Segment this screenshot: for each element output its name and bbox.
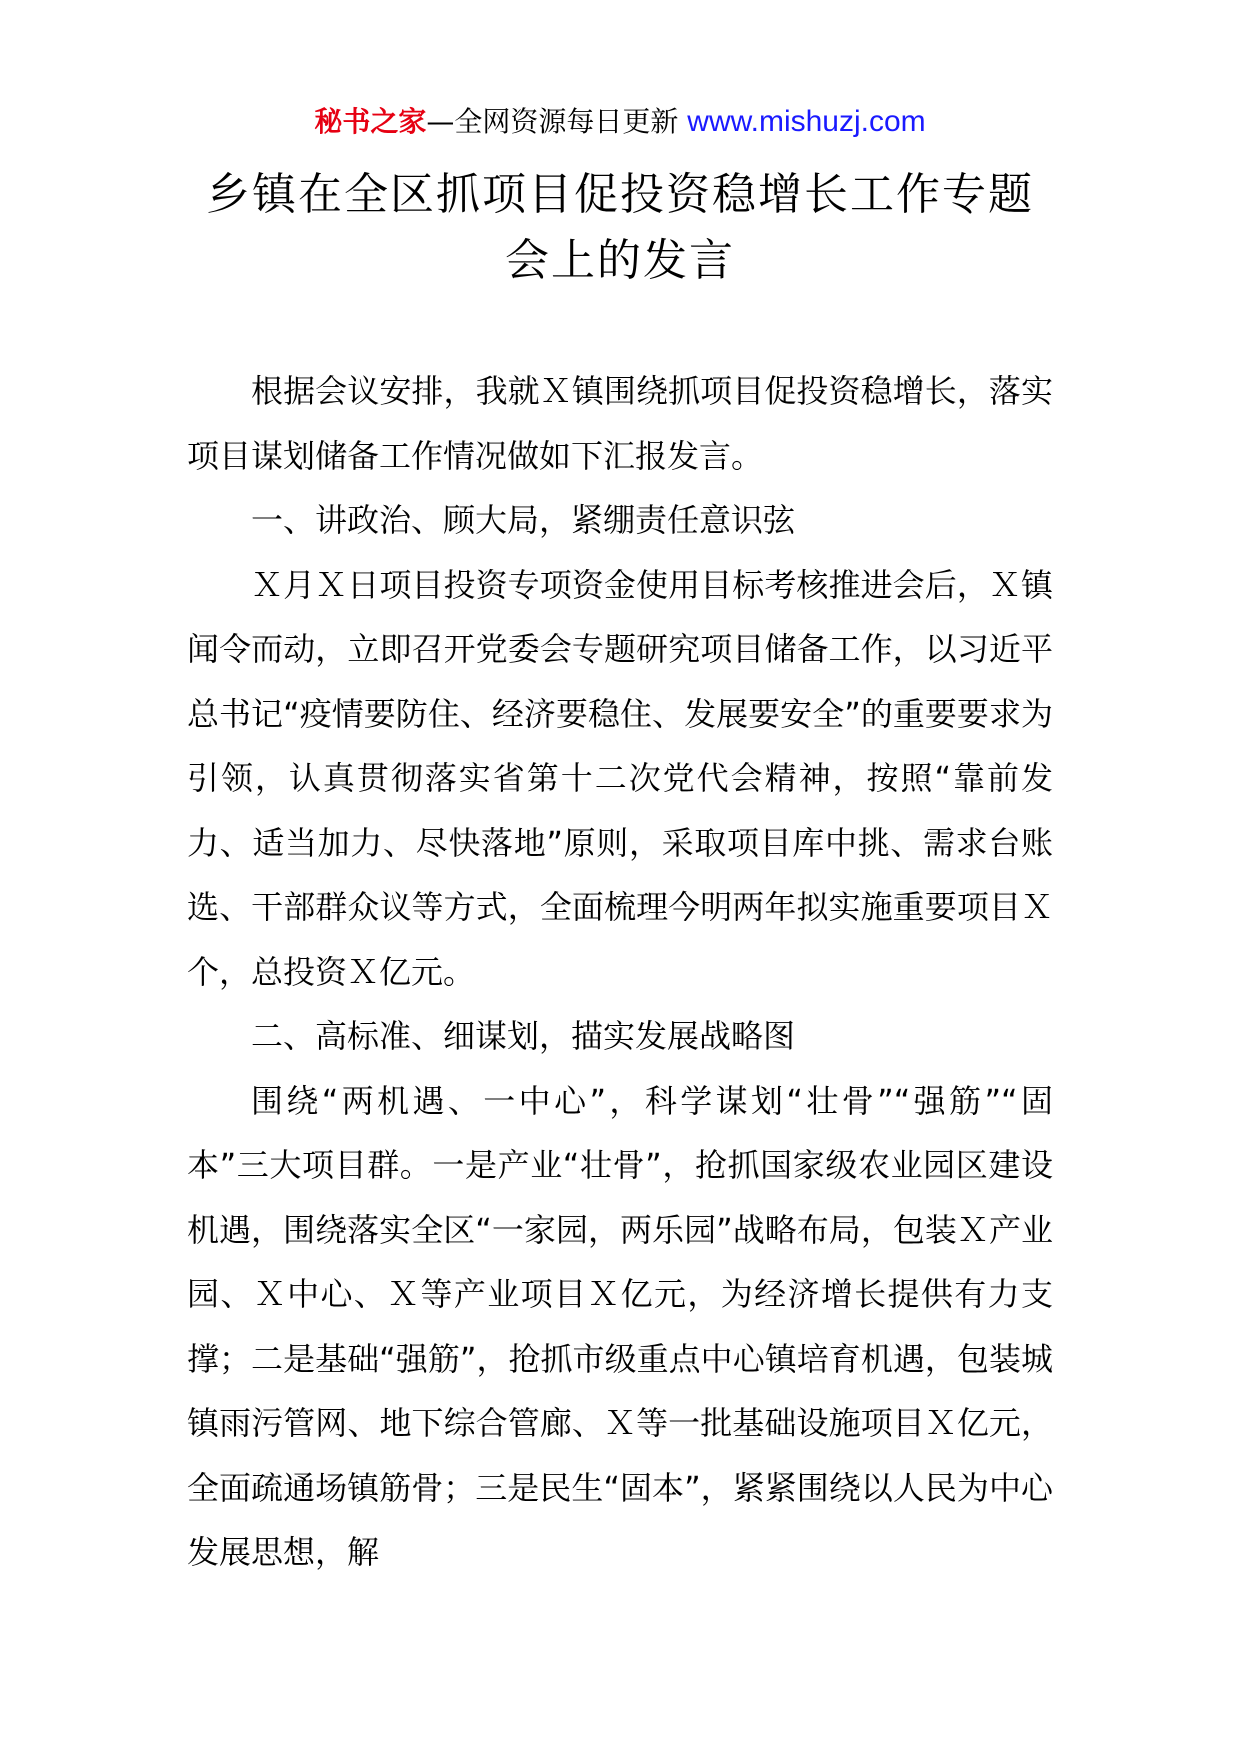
site-slogan: —全网资源每日更新 <box>426 105 679 138</box>
paragraph-intro: 根据会议安排，我就Ｘ镇围绕抓项目促投资稳增长，落实项目谋划储备工作情况做如下汇报发言。 <box>187 372 1053 475</box>
paragraph-section-2: 围绕“两机遇、一中心”，科学谋划“壮骨”“强筋”“固本”三大项目群。一是产业“壮骨”，抢抓国家级农业园区建设机遇，围绕落实全区“一家园，两乐园”战略布局，包装Ｘ产业园、Ｘ中心、Ｘ等产业项目Ｘ亿元，为经济增长提供有力支撑；二是基础“强筋”，抢抓市级重点中心镇培育机遇，包装城镇雨污管网、地下综合管廊、Ｘ等一批基础设施项目Ｘ亿元，全面疏通场镇筋骨；三是民生“固本”，紧紧围绕以人民为中心发展思想，解 <box>187 1081 1053 1571</box>
document-body <box>187 359 1053 1585</box>
section-heading-2: 二、高标准、细谋划，描实发展战略图 <box>251 1017 796 1055</box>
site-url-link[interactable]: www.mishuzj.com <box>687 105 926 138</box>
section-heading-1: 一、讲政治、顾大局，紧绷责任意识弦 <box>251 501 796 539</box>
document-title <box>140 162 1100 294</box>
title-line-1: 乡镇在全区抓项目促投资稳增长工作专题 <box>206 169 1034 220</box>
title-line-2: 会上的发言 <box>505 235 735 286</box>
paragraph-section-1: Ｘ月Ｘ日项目投资专项资金使用目标考核推进会后，Ｘ镇闻令而动，立即召开党委会专题研究项目储备工作，以习近平总书记“疫情要防住、经济要稳住、发展要安全”的重要要求为引领，认真贯彻落实省第十二次党代会精神，按照“靠前发力、适当加力、尽快落地”原则，采取项目库中挑、需求台账选、干部群众议等方式，全面梳理今明两年拟实施重要项目Ｘ个，总投资Ｘ亿元。 <box>187 565 1053 991</box>
site-header <box>0 102 1240 142</box>
site-brand: 秘书之家 <box>314 105 427 138</box>
